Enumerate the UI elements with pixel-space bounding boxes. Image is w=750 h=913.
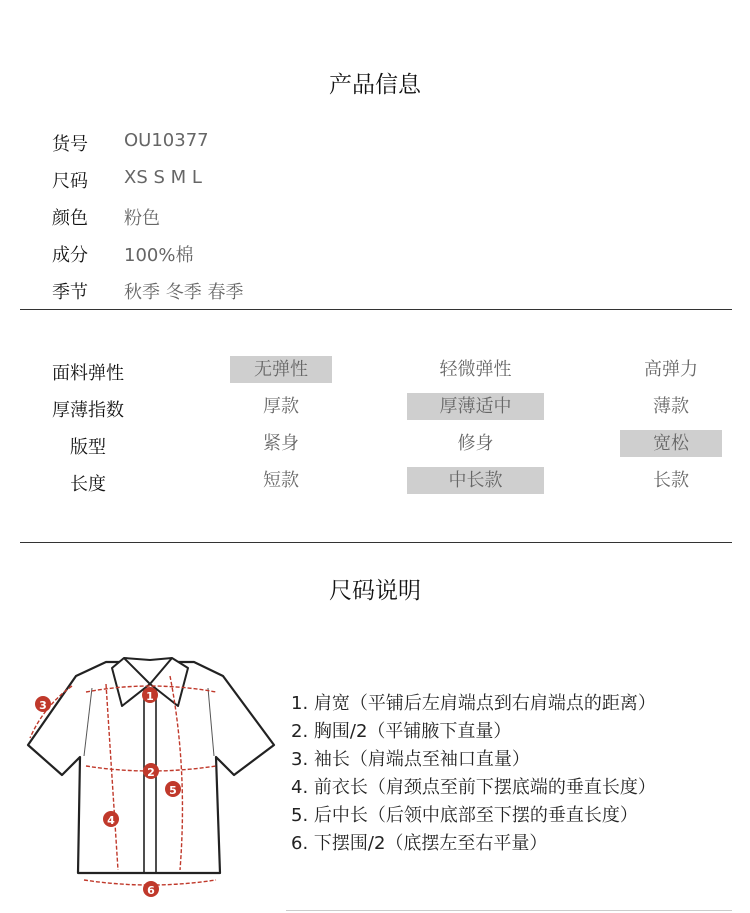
- marker-6-label: 6: [147, 884, 155, 897]
- marker-3-label: 3: [39, 699, 47, 712]
- attr-option: 短款: [263, 470, 299, 491]
- section-divider: [20, 542, 732, 543]
- marker-1-label: 1: [146, 690, 154, 703]
- attr-label: 版型: [70, 437, 106, 458]
- attr-option: 高弹力: [644, 359, 698, 380]
- attr-label: 长度: [70, 474, 106, 495]
- attr-option: 长款: [653, 470, 689, 491]
- attr-label: 厚薄指数: [52, 400, 124, 421]
- attr-option: 厚款: [263, 396, 299, 417]
- info-key: 成分: [52, 245, 88, 266]
- info-value: 100%棉: [124, 245, 194, 266]
- info-key: 货号: [52, 134, 88, 155]
- info-value: 秋季 冬季 春季: [124, 282, 244, 303]
- size-desc-item: 1. 肩宽（平铺后左肩端点到右肩端点的距离）: [291, 693, 656, 714]
- size-desc-item: 6. 下摆围/2（底摆左至右平量）: [291, 833, 548, 854]
- section-divider: [20, 309, 732, 310]
- attr-option: 薄款: [653, 396, 689, 417]
- size-desc-item: 4. 前衣长（肩颈点至前下摆底端的垂直长度）: [291, 777, 656, 798]
- attr-label: 面料弹性: [52, 363, 124, 384]
- size-desc-item: 3. 袖长（肩端点至袖口直量）: [291, 749, 530, 770]
- size-desc-item: 5. 后中长（后领中底部至下摆的垂直长度）: [291, 805, 638, 826]
- attr-option: 宽松: [620, 430, 722, 457]
- info-key: 尺码: [52, 171, 88, 192]
- attr-option: 修身: [457, 433, 494, 454]
- size-guide-title: 尺码说明: [329, 578, 421, 604]
- bottom-rule: [286, 910, 732, 911]
- size-desc-item: 2. 胸围/2（平铺腋下直量）: [291, 721, 512, 742]
- info-key: 颜色: [52, 208, 88, 229]
- info-key: 季节: [52, 282, 88, 303]
- attr-option: 紧身: [263, 433, 299, 454]
- attr-option: 厚薄适中: [407, 393, 544, 420]
- marker-2-label: 2: [147, 766, 155, 779]
- attr-option: 无弹性: [230, 356, 332, 383]
- attr-option: 中长款: [407, 467, 544, 494]
- marker-5-label: 5: [169, 784, 177, 797]
- info-value: XS S M L: [124, 167, 202, 188]
- info-value: 粉色: [124, 208, 160, 229]
- attr-option: 轻微弹性: [439, 359, 512, 380]
- info-value: OU10377: [124, 130, 209, 151]
- shirt-diagram: [20, 648, 282, 898]
- product-info-title: 产品信息: [329, 72, 421, 98]
- marker-4-label: 4: [107, 814, 115, 827]
